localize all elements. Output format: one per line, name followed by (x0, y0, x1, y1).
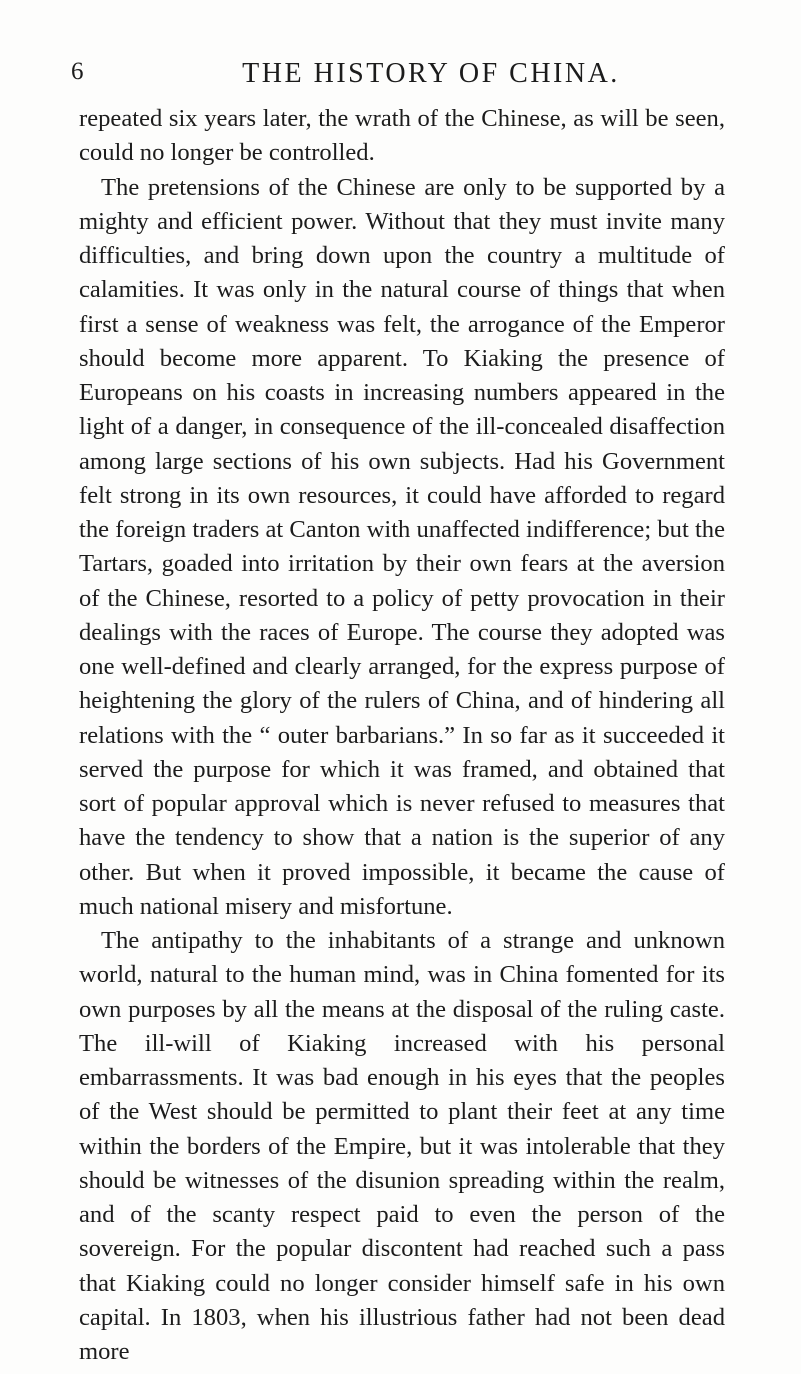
running-title: THE HISTORY OF CHINA. (242, 58, 620, 89)
body-text (79, 102, 725, 1369)
running-head (71, 58, 725, 92)
paragraph: The antipathy to the inhabitants of a strange and unknown world, natural to the human mind, was in China fomented for its own purposes by all the means at the disposal of the ruling caste. The ill-will of Kiaking increased with his personal embarrassments. It was bad enough in his eyes that the peoples of the West should be permitted to plant their feet at any time within the borders of the Empire, but it was intolerable that they should be witnesses of the disunion spreading within the realm, and of the scanty respect paid to even the person of the sovereign. For the popular discontent had reached such a pass that Kiaking could no longer consider himself safe in his own capital. In 1803, when his illustrious father had not been dead more (79, 927, 725, 1365)
paragraph: repeated six years later, the wrath of the Chinese, as will be seen, could no longer be controlled. (79, 105, 725, 167)
paragraph: The pretensions of the Chinese are only to be supported by a mighty and efficient power. Without that they must invite many difficulties, and bring down upon the country a multitude of calamities. It was only in the natural course of things that when first a sense of weakness was felt, the arrogance of the Emperor should become more apparent. To Kiaking the presence of Europeans on his coasts in increasing numbers appeared in the light of a danger, in consequence of the ill-concealed disaffection among large sections of his own subjects. Had his Government felt strong in its own resources, it could have afforded to regard the foreign traders at Canton with unaffected indifference; but the Tartars, goaded into irritation by their own fears at the aversion of the Chinese, resorted to a policy of petty provocation in their dealings with the races of Europe. The course they adopted was one well-defined and clearly arranged, for the express purpose of heightening the glory of the rulers of China, and of hindering all relations with the “ outer barbarians.” In so far as it succeeded it served the purpose for which it was framed, and obtained that sort of popular approval which is never refused to measures that have the tendency to show that a nation is the superior of any other. But when it proved impossible, it became the cause of much national misery and misfortune. (79, 173, 725, 920)
page-number: 6 (71, 58, 85, 85)
